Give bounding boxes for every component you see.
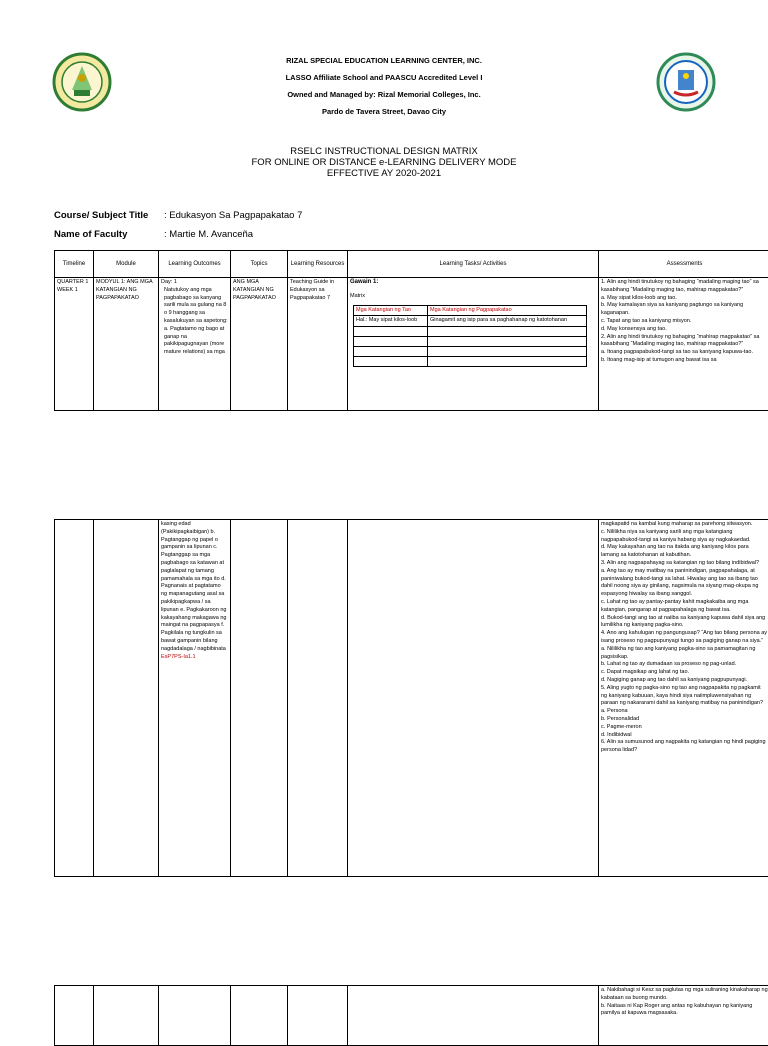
- inner-cell-example-1: Hal.: May sipat kilos-loob: [354, 316, 428, 327]
- outcomes-text: Natutukoy ang mga pagbabago sa kanyang sarili mula sa gulang na 8 o 9 hanggang sa kasalukuyan sa aspetong: a. Pagtatamo ng bago at ganap na pakikipagugnayan (more mature relations) sa mga: [161, 287, 228, 357]
- assessment-line: 1. Alin ang hindi tinutukoy ng bahaging “madaling maging tao” sa kasabihang “Madaling maging tao, mahirap magpakatao?”: [601, 279, 768, 295]
- gawain-label: Gawain 1:: [350, 279, 596, 287]
- inner-empty-cell: [354, 347, 428, 357]
- inner-empty-cell: [354, 337, 428, 347]
- cell-empty: [55, 986, 94, 1046]
- title-line-3: EFFECTIVE AY 2020-2021: [0, 168, 768, 179]
- course-label: Course/ Subject Title: [54, 210, 164, 221]
- assessment-line: d. Nagiging ganap ang tao dahil sa kaniyang pagpupunyagi.: [601, 677, 768, 685]
- cell-topics: ANG MGA KATANGIAN NG PAGPAPAKATAO: [231, 278, 288, 411]
- cell-empty: [94, 986, 159, 1046]
- cell-assessments: [599, 278, 768, 411]
- cell-empty: [159, 986, 231, 1046]
- inner-header-tao: Mga Katangian ng Tao: [354, 305, 428, 316]
- cell-timeline-empty: [55, 520, 94, 877]
- school-header: [0, 52, 768, 120]
- assessment-line: a. Persona: [601, 708, 768, 716]
- outcomes-day: Day: 1: [161, 279, 228, 287]
- assessment-line: c. Tapat ang tao sa kaniyang misyon.: [601, 318, 768, 326]
- inner-empty-cell: [428, 347, 587, 357]
- cell-tasks: [348, 278, 599, 411]
- document-title: [0, 146, 768, 179]
- faculty-label: Name of Faculty: [54, 229, 164, 240]
- inner-empty-cell: [354, 357, 428, 367]
- assessment-line: magkapatid na kambal kung maharap sa parehong sitwasyon.: [601, 521, 768, 529]
- cell-module-empty: [94, 520, 159, 877]
- header-outcomes: Learning Outcomes: [159, 251, 231, 278]
- assessment-line: d. May konsensya ang tao.: [601, 326, 768, 334]
- inner-empty-cell: [428, 327, 587, 337]
- course-value: : Edukasyon Sa Pagpapakatao 7: [164, 210, 302, 221]
- assessment-line: c. Lahat ng tao ay pantay-pantay kahit magkakaiba ang mga katangian, pangarap at pagpapahalaga ng bawat isa.: [601, 599, 768, 615]
- design-matrix-continuation-1: [54, 519, 768, 877]
- assessment-line: 5. Aling yugto ng pagka-sino ng tao ang nagpapakita ng pagkamit ng kaniyang kabuuan, kaya hindi siya naiimpluwensiyahan ng paraan ng nakararami dahil sa kaniyang matibay na paninindigan?: [601, 685, 768, 708]
- cell-empty: [288, 986, 348, 1046]
- inner-empty-cell: [428, 357, 587, 367]
- assessment-line: 6. Alin sa sumusunod ang nagpakita ng katangian ng hindi pagiging persona lidad?: [601, 739, 768, 755]
- header-module: Module: [94, 251, 159, 278]
- assessment-line: d. May kakayahan ang tao na itakda ang kaniyang kilos para lamang sa katotohanan at kabutihan.: [601, 544, 768, 560]
- header-assessments: Assessments: [599, 251, 768, 278]
- assessment-line: 2. Alin ang hindi tinutukoy ng bahaging “mahirap magpakatao” sa kasabihang “Madaling maging tao, mahirap magpakatao?”: [601, 334, 768, 350]
- school-owner: Owned and Managed by: Rizal Memorial Colleges, Inc.: [0, 86, 768, 103]
- matrix-label: Matrix: [350, 293, 596, 301]
- faculty-value: : Martie M. Avanceña: [164, 229, 253, 240]
- header-timeline: Timeline: [55, 251, 94, 278]
- assessment-line: c. Nililikha niya sa kaniyang sarili ang mga katangiang nagpapabukod-tangi sa kaniya habang siya ay nagkakaedad.: [601, 529, 768, 545]
- inner-empty-cell: [428, 337, 587, 347]
- cell-outcomes: [159, 278, 231, 411]
- cell-tasks-empty: [348, 520, 599, 877]
- inner-empty-cell: [354, 327, 428, 337]
- school-name: RIZAL SPECIAL EDUCATION LEARNING CENTER, INC.: [0, 52, 768, 69]
- title-line-1: RSELC INSTRUCTIONAL DESIGN MATRIX: [0, 146, 768, 157]
- header-topics: Topics: [231, 251, 288, 278]
- header-resources: Learning Resources: [288, 251, 348, 278]
- assessment-line: b. Personalidad: [601, 716, 768, 724]
- assessment-line: d. Bukod-tangi ang tao at naiiba sa kaniyang kapuwa dahil siya ang lumilikha ng kaniyang pagka-sino.: [601, 615, 768, 631]
- cell-outcomes-continued: [159, 520, 231, 877]
- cell-timeline: QUARTER 1 WEEK 1: [55, 278, 94, 411]
- inner-cell-example-2: Ginagamit ang isip para sa paghahanap ng katotohanan: [428, 316, 587, 327]
- cell-assessments-continued-2: [599, 986, 768, 1046]
- inner-header-pagpapakatao: Mga Katangian ng Pagpapakatao: [428, 305, 587, 316]
- assessment-line: a. May sipat kilos-loob ang tao.: [601, 295, 768, 303]
- cell-resources: Teaching Guide in Edukasyon sa Pagpapakatao 7: [288, 278, 348, 411]
- cell-empty: [348, 986, 599, 1046]
- header-tasks: Learning Tasks/ Activities: [348, 251, 599, 278]
- school-affiliation: LASSO Affiliate School and PAASCU Accredited Level I: [0, 69, 768, 86]
- assessment-line: 4. Ano ang kahulugan ng pangungusap? “Ang tao bilang persona ay isang proseso ng pagpupunyagi tungo sa pagiging ganap na siya.”: [601, 630, 768, 646]
- assessment-line: b. May kamalayan siya sa kaniyang pagtungo sa kaniyang kaganapan.: [601, 302, 768, 318]
- outcomes-continued-text: kasing edad (Pakikipagkaibigan) b. Pagtanggap ng papel o gampanin sa lipunan c. Pagtanggap sa mga pagbabago sa katawan at paglalapat ng tamang pamamahala sa mga ito d. Pagnanais at pagtatamo ng mapanagutang asal sa pakikipagkapwa / sa lipunan e. Pagkakaroon ng kakayahang makagawa ng maingat na pagpapasya f. Pagkilala ng tungkulin sa bawat gampanin bilang nagdadalaga / nagbibinata: [161, 521, 228, 654]
- assessment-line: a. Nililikha ng tao ang kaniyang pagka-sino sa pamamagitan ng pagsisikap.: [601, 646, 768, 662]
- assessment-line: a. Nakibahagi si Kesz sa paglutas ng mga suliraning kinakaharap ng kabataan sa buong mundo.: [601, 987, 768, 1003]
- cell-topics-empty: [231, 520, 288, 877]
- matrix-inner-table: [353, 305, 587, 368]
- assessment-line: b. Naitaas ni Kap Roger ang antas ng kabuhayan ng kaniyang pamilya at kapuwa magsasaka.: [601, 1003, 768, 1019]
- cell-empty: [231, 986, 288, 1046]
- assessment-line: a. Ang tao ay may matibay na paninindigan, pagpapahalaga, at paniniwalang bukod-tangi sa lahat. Hiwalay ang tao sa ibang tao dahil noong siya ay ginilang, nagsimula na siyang mag-okupa ng espasyong hiwalay sa ibang sanggol.: [601, 568, 768, 599]
- title-line-2: FOR ONLINE OR DISTANCE e-LEARNING DELIVERY MODE: [0, 157, 768, 168]
- cell-resources-empty: [288, 520, 348, 877]
- assessment-line: c. Pagme-meron: [601, 724, 768, 732]
- assessment-line: b. Lahat ng tao ay dumadaan sa proseso ng pag-unlad.: [601, 661, 768, 669]
- assessment-line: d. Indibidwal: [601, 732, 768, 740]
- competency-code: EsP7PS-Ia1.1: [161, 654, 228, 662]
- design-matrix-table: [54, 250, 768, 411]
- cell-module: MODYUL 1: ANG MGA KATANGIAN NG PAGPAPAKATAO: [94, 278, 159, 411]
- assessment-line: b. Itoang mag-isip at tumugon ang bawat isa sa: [601, 357, 768, 365]
- assessment-line: c. Dapat magsikap ang lahat ng tao.: [601, 669, 768, 677]
- school-address: Pardo de Tavera Street, Davao City: [0, 103, 768, 120]
- design-matrix-continuation-2: [54, 985, 768, 1046]
- assessment-line: a. Itoang pagpapabukod-tangi sa tao sa kaniyang kapuwa-tao.: [601, 349, 768, 357]
- cell-assessments-continued: [599, 520, 768, 877]
- assessment-line: 3. Alin ang nagpapahayag sa katangian ng tao bilang indibidwal?: [601, 560, 768, 568]
